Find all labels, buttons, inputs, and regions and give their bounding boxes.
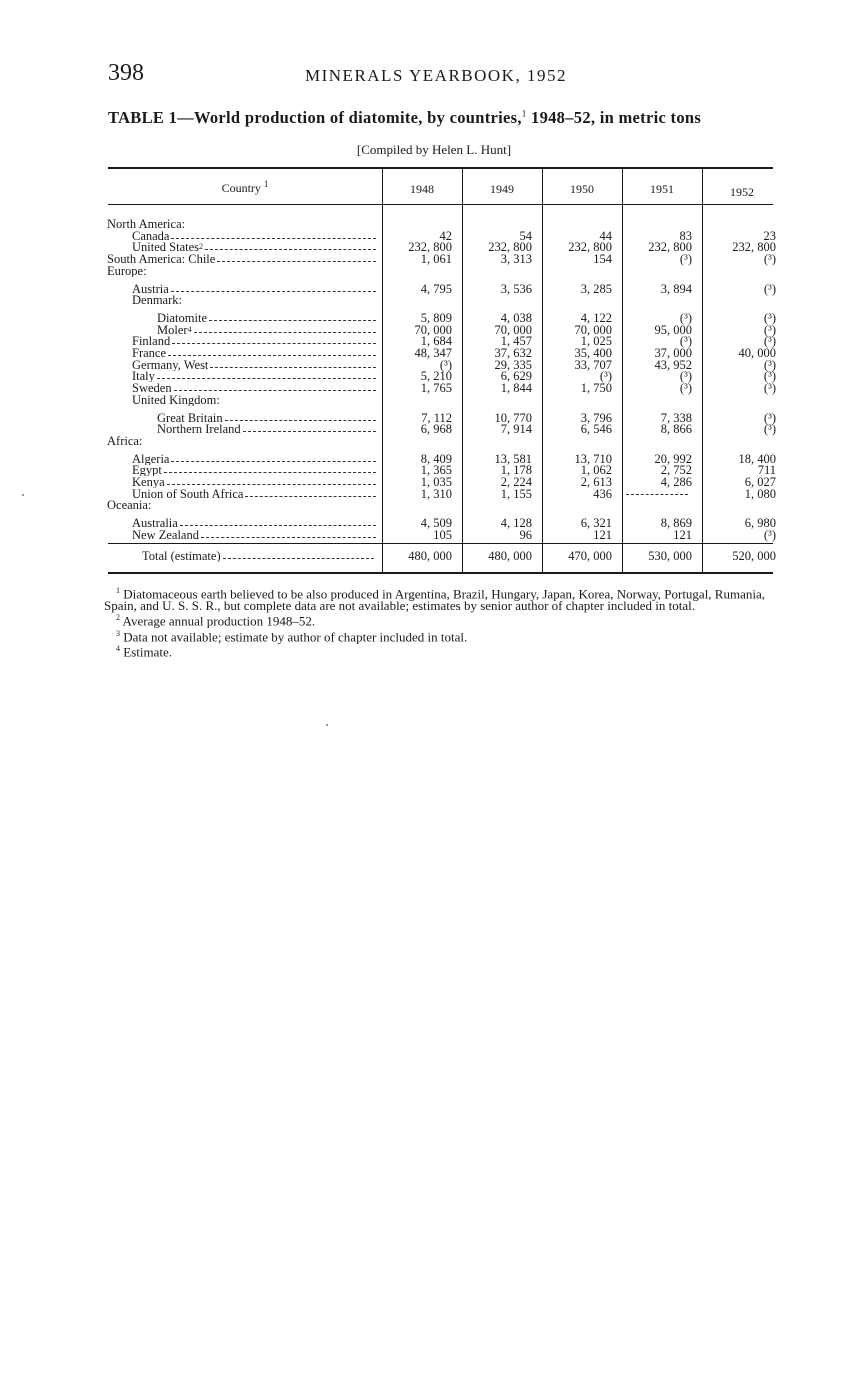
data-cell: 3, 894: [660, 281, 692, 296]
data-cell: 95, 000: [654, 322, 692, 337]
data-cell: 105: [433, 527, 452, 542]
data-cell: (³): [763, 369, 776, 384]
row-label: [132, 488, 378, 500]
table-row: [0, 435, 868, 447]
total-row: [0, 550, 868, 562]
table-row: [0, 294, 868, 306]
running-head: MINERALS YEARBOOK, 1952: [305, 66, 567, 85]
data-cell: 7, 112: [421, 410, 452, 425]
row-label-footnote-mark: 2: [199, 242, 204, 252]
data-cell: 8, 866: [660, 422, 692, 437]
row-label: [132, 517, 378, 529]
row-label: [157, 423, 378, 435]
table-row: [0, 394, 868, 406]
data-cell: (³): [679, 381, 692, 396]
data-cell: 13, 710: [574, 451, 612, 466]
data-cell: 35, 400: [574, 346, 612, 360]
table-row: [0, 347, 868, 359]
table-compiler-note: [Compiled by Helen L. Hunt]: [356, 142, 512, 157]
row-label-text: New Zealand: [132, 528, 199, 541]
data-cell: 70, 000: [494, 322, 532, 337]
row-leader: [164, 472, 376, 473]
data-cell: 2, 224: [500, 475, 532, 489]
data-cell: 3, 796: [580, 410, 612, 425]
row-label-text: South America: Chile: [107, 253, 216, 266]
data-cell: 44: [599, 228, 612, 243]
data-cell: 232, 800: [732, 240, 776, 255]
row-leader: [157, 378, 376, 379]
footnote-text: Data not available; estimate by author of chapter included in total.: [123, 628, 468, 644]
row-label: [132, 230, 378, 242]
row-leader: [180, 525, 376, 526]
row-label: [132, 359, 378, 371]
data-cell: 6, 027: [744, 475, 776, 489]
row-label-text: Europe:: [107, 264, 147, 277]
data-cell: 83: [679, 228, 692, 243]
row-label-text: Algeria: [132, 452, 170, 465]
data-cell: 1, 844: [500, 381, 532, 396]
data-cell: 1, 155: [500, 486, 532, 501]
data-cell: 1, 765: [420, 381, 452, 396]
data-cell: (³): [763, 357, 776, 372]
row-leader: [205, 249, 376, 250]
row-label: [132, 476, 378, 488]
total-cell: 480, 000: [488, 549, 532, 563]
data-cell: 5, 809: [420, 310, 452, 325]
data-cell: 232, 800: [648, 240, 692, 255]
data-cell: 33, 707: [574, 357, 612, 372]
data-cell: 2, 613: [580, 475, 612, 489]
row-label-text: Germany, West: [132, 358, 209, 371]
row-label-text: Finland: [132, 335, 171, 348]
data-cell: (³): [763, 281, 776, 296]
row-leader: [174, 390, 376, 391]
data-cell: 232, 800: [488, 240, 532, 255]
data-cell: (³): [763, 410, 776, 425]
row-label: [132, 347, 378, 359]
footnotes: [104, 585, 780, 658]
row-label: [132, 394, 378, 406]
total-cell: 530, 000: [648, 549, 692, 563]
data-cell: 4, 122: [580, 310, 612, 325]
data-cell: 42: [439, 228, 452, 243]
data-cell: (³): [763, 322, 776, 337]
data-cell: 121: [673, 527, 692, 542]
row-label-text: Sweden: [132, 382, 172, 395]
data-cell: 4, 286: [660, 475, 692, 489]
data-cell: (³): [679, 369, 692, 384]
data-cell: 23: [763, 228, 776, 243]
row-leader: [245, 496, 376, 497]
row-label: [107, 499, 378, 511]
total-row-label-text: Total (estimate): [142, 550, 221, 562]
row-label-text: Austria: [132, 282, 169, 295]
row-leader: [172, 343, 376, 344]
data-cell: 4, 128: [500, 516, 532, 531]
data-cell: (³): [679, 252, 692, 267]
footnote-mark: 1: [116, 586, 120, 595]
footnote-mark: 3: [116, 628, 120, 638]
data-cell: 6, 629: [500, 369, 532, 384]
total-row-leader: [223, 558, 374, 559]
data-cell: 18, 400: [738, 451, 776, 466]
row-label: [132, 335, 378, 347]
table-bottom-rule: [108, 572, 773, 574]
row-label: [132, 241, 378, 253]
row-label-text: Moler: [157, 323, 188, 336]
total-top-rule: [108, 543, 773, 544]
footnote-text: Average annual production 1948–52.: [122, 613, 316, 629]
footnote-4: [104, 643, 780, 658]
row-label-text: Australia: [132, 517, 178, 530]
data-cell: 8, 409: [420, 451, 452, 466]
data-cell: 1, 062: [580, 463, 612, 478]
row-label: [132, 453, 378, 465]
data-cell: 1, 061: [420, 252, 452, 267]
row-label: [132, 370, 378, 382]
page-number: 398: [108, 60, 144, 86]
row-leader: [217, 261, 376, 262]
data-cell: (³): [439, 357, 452, 372]
data-cell: 7, 914: [500, 422, 532, 437]
row-leader: [171, 238, 376, 239]
row-label-text: Africa:: [107, 434, 143, 447]
data-cell: 29, 335: [494, 357, 532, 372]
data-cell: 6, 321: [580, 516, 612, 531]
column-header-1948: 1948: [410, 182, 434, 196]
row-label: [132, 294, 378, 306]
row-label: [107, 265, 378, 277]
data-cell: 5, 210: [420, 369, 452, 384]
column-header-country-label: Country: [221, 181, 261, 195]
row-label-text: Diatomite: [157, 311, 207, 324]
data-cell: (³): [763, 527, 776, 542]
table-row: [0, 265, 868, 277]
footnote-text: Estimate.: [123, 644, 172, 660]
data-cell: 1, 080: [744, 486, 776, 501]
total-row-label: [142, 550, 376, 562]
row-label-text: Great Britain: [157, 411, 223, 424]
data-cell: 54: [519, 228, 532, 243]
data-cell: (³): [763, 381, 776, 396]
footnote-3: [104, 628, 780, 643]
scan-speck: [22, 494, 24, 496]
row-label-text: United Kingdom:: [132, 393, 220, 406]
header-bottom-rule: [108, 204, 773, 205]
footnote-text: Diatomaceous earth believed to be also produced in Argentina, Brazil, Hungary, Japan, Korea, Norway, Portugal, Rumania, Spain, and U. S. S. R., but complete data are not available; estimates by senior author of chapter included in total.: [104, 586, 765, 614]
total-cell: 480, 000: [408, 549, 452, 563]
data-cell: 1, 750: [580, 381, 612, 396]
data-cell: 232, 800: [568, 240, 612, 255]
table-row: [0, 218, 868, 230]
data-cell: (³): [599, 369, 612, 384]
row-label-text: North America:: [107, 218, 186, 230]
data-cell: 154: [593, 252, 612, 267]
data-cell: 3, 536: [500, 281, 532, 296]
column-header-1952: 1952: [730, 185, 754, 199]
table-row: [0, 382, 868, 394]
data-cell: (³): [763, 422, 776, 437]
column-header-1950: 1950: [570, 182, 594, 196]
row-label-text: Egypt: [132, 464, 162, 477]
row-leader: [171, 461, 376, 462]
data-cell: (³): [763, 334, 776, 349]
data-cell: 3, 285: [580, 281, 612, 296]
row-leader: [243, 431, 376, 432]
total-cell: 520, 000: [732, 549, 776, 563]
row-label-text: Canada: [132, 229, 170, 242]
data-cell: 2, 752: [660, 463, 692, 478]
data-cell: 37, 632: [494, 346, 532, 360]
row-leader: [194, 332, 376, 333]
data-cell: 20, 992: [654, 451, 692, 466]
row-label-footnote-mark: 4: [187, 324, 192, 334]
data-cell: 1, 365: [420, 463, 452, 478]
footnote-2: [104, 612, 780, 627]
row-leader: [171, 291, 376, 292]
data-cell: 70, 000: [414, 322, 452, 337]
row-leader: [225, 420, 376, 421]
row-label: [157, 312, 378, 324]
row-leader: [201, 537, 376, 538]
row-label: [107, 218, 378, 230]
row-label-text: Kenya: [132, 476, 165, 488]
row-label-text: France: [132, 347, 167, 359]
row-label: [157, 324, 378, 336]
data-cell: 13, 581: [494, 451, 532, 466]
row-label-text: Union of South Africa: [132, 487, 244, 500]
table-row: [0, 253, 868, 265]
data-cell: 1, 310: [420, 486, 452, 501]
data-cell: 40, 000: [738, 346, 776, 360]
column-header-1949: 1949: [490, 182, 514, 196]
total-cell: 470, 000: [568, 549, 612, 563]
data-cell: (³): [679, 310, 692, 325]
data-cell: (³): [763, 252, 776, 267]
data-cell: 8, 869: [660, 516, 692, 531]
table-row: [0, 423, 868, 435]
data-cell: 43, 952: [654, 357, 692, 372]
footnote-mark: 2: [116, 613, 120, 623]
data-cell: 6, 980: [744, 516, 776, 531]
row-leader: [209, 320, 376, 321]
data-cell: 436: [593, 486, 612, 501]
table-title-footnote-mark: 1: [521, 108, 527, 119]
column-header-country: [108, 179, 382, 196]
row-label-text: United States: [132, 241, 200, 254]
scan-speck: [326, 724, 328, 726]
table-row: [0, 499, 868, 511]
data-cell: 121: [593, 527, 612, 542]
table-top-rule: [108, 167, 773, 169]
table-row: [0, 529, 868, 541]
data-cell: (³): [763, 310, 776, 325]
data-cell: 6, 968: [420, 422, 452, 437]
data-cell: 48, 347: [414, 346, 452, 360]
data-cell: 711: [757, 463, 776, 478]
data-cell: 1, 035: [420, 475, 452, 489]
row-label: [157, 412, 378, 424]
data-cell: (³): [679, 334, 692, 349]
footnote-mark: 4: [116, 643, 120, 653]
row-label-text: Denmark:: [132, 294, 182, 307]
row-label: [132, 382, 378, 394]
data-cell: 70, 000: [574, 322, 612, 337]
data-cell: 232, 800: [408, 240, 452, 255]
data-cell: 96: [519, 527, 532, 542]
column-header-1951: 1951: [650, 182, 674, 196]
row-label: [132, 464, 378, 476]
row-leader: [210, 367, 376, 368]
empty-cell-dash: [626, 488, 688, 495]
table-row: [0, 283, 868, 295]
data-cell: 1, 025: [580, 334, 612, 349]
data-cell: 4, 038: [500, 310, 532, 325]
row-label: [132, 529, 378, 541]
data-cell: 37, 000: [654, 346, 692, 360]
row-label-text: Northern Ireland: [157, 423, 241, 436]
row-leader: [168, 355, 376, 356]
table-title-tail: 1948–52, in metric tons: [526, 108, 702, 127]
table-row: [0, 488, 868, 500]
row-label-text: Oceania:: [107, 499, 152, 512]
data-cell: 6, 546: [580, 422, 612, 437]
row-leader: [167, 484, 376, 485]
data-cell: 3, 313: [500, 252, 532, 267]
data-cell: 1, 457: [500, 334, 532, 349]
row-label: [107, 435, 378, 447]
row-label: [107, 253, 378, 265]
data-cell: 10, 770: [494, 410, 532, 425]
footnote-1: [104, 585, 780, 612]
row-label-text: Italy: [132, 370, 155, 383]
row-label: [132, 283, 378, 295]
data-cell: 1, 178: [500, 463, 532, 478]
column-header-country-footnote-mark: 1: [263, 179, 269, 189]
data-cell: 7, 338: [660, 410, 692, 425]
table-title-main: TABLE 1—World production of diatomite, by countries,: [108, 108, 522, 127]
data-cell: 1, 684: [420, 334, 452, 349]
table-title: [108, 108, 701, 128]
data-cell: 4, 795: [420, 281, 452, 296]
data-cell: 4, 509: [420, 516, 452, 531]
